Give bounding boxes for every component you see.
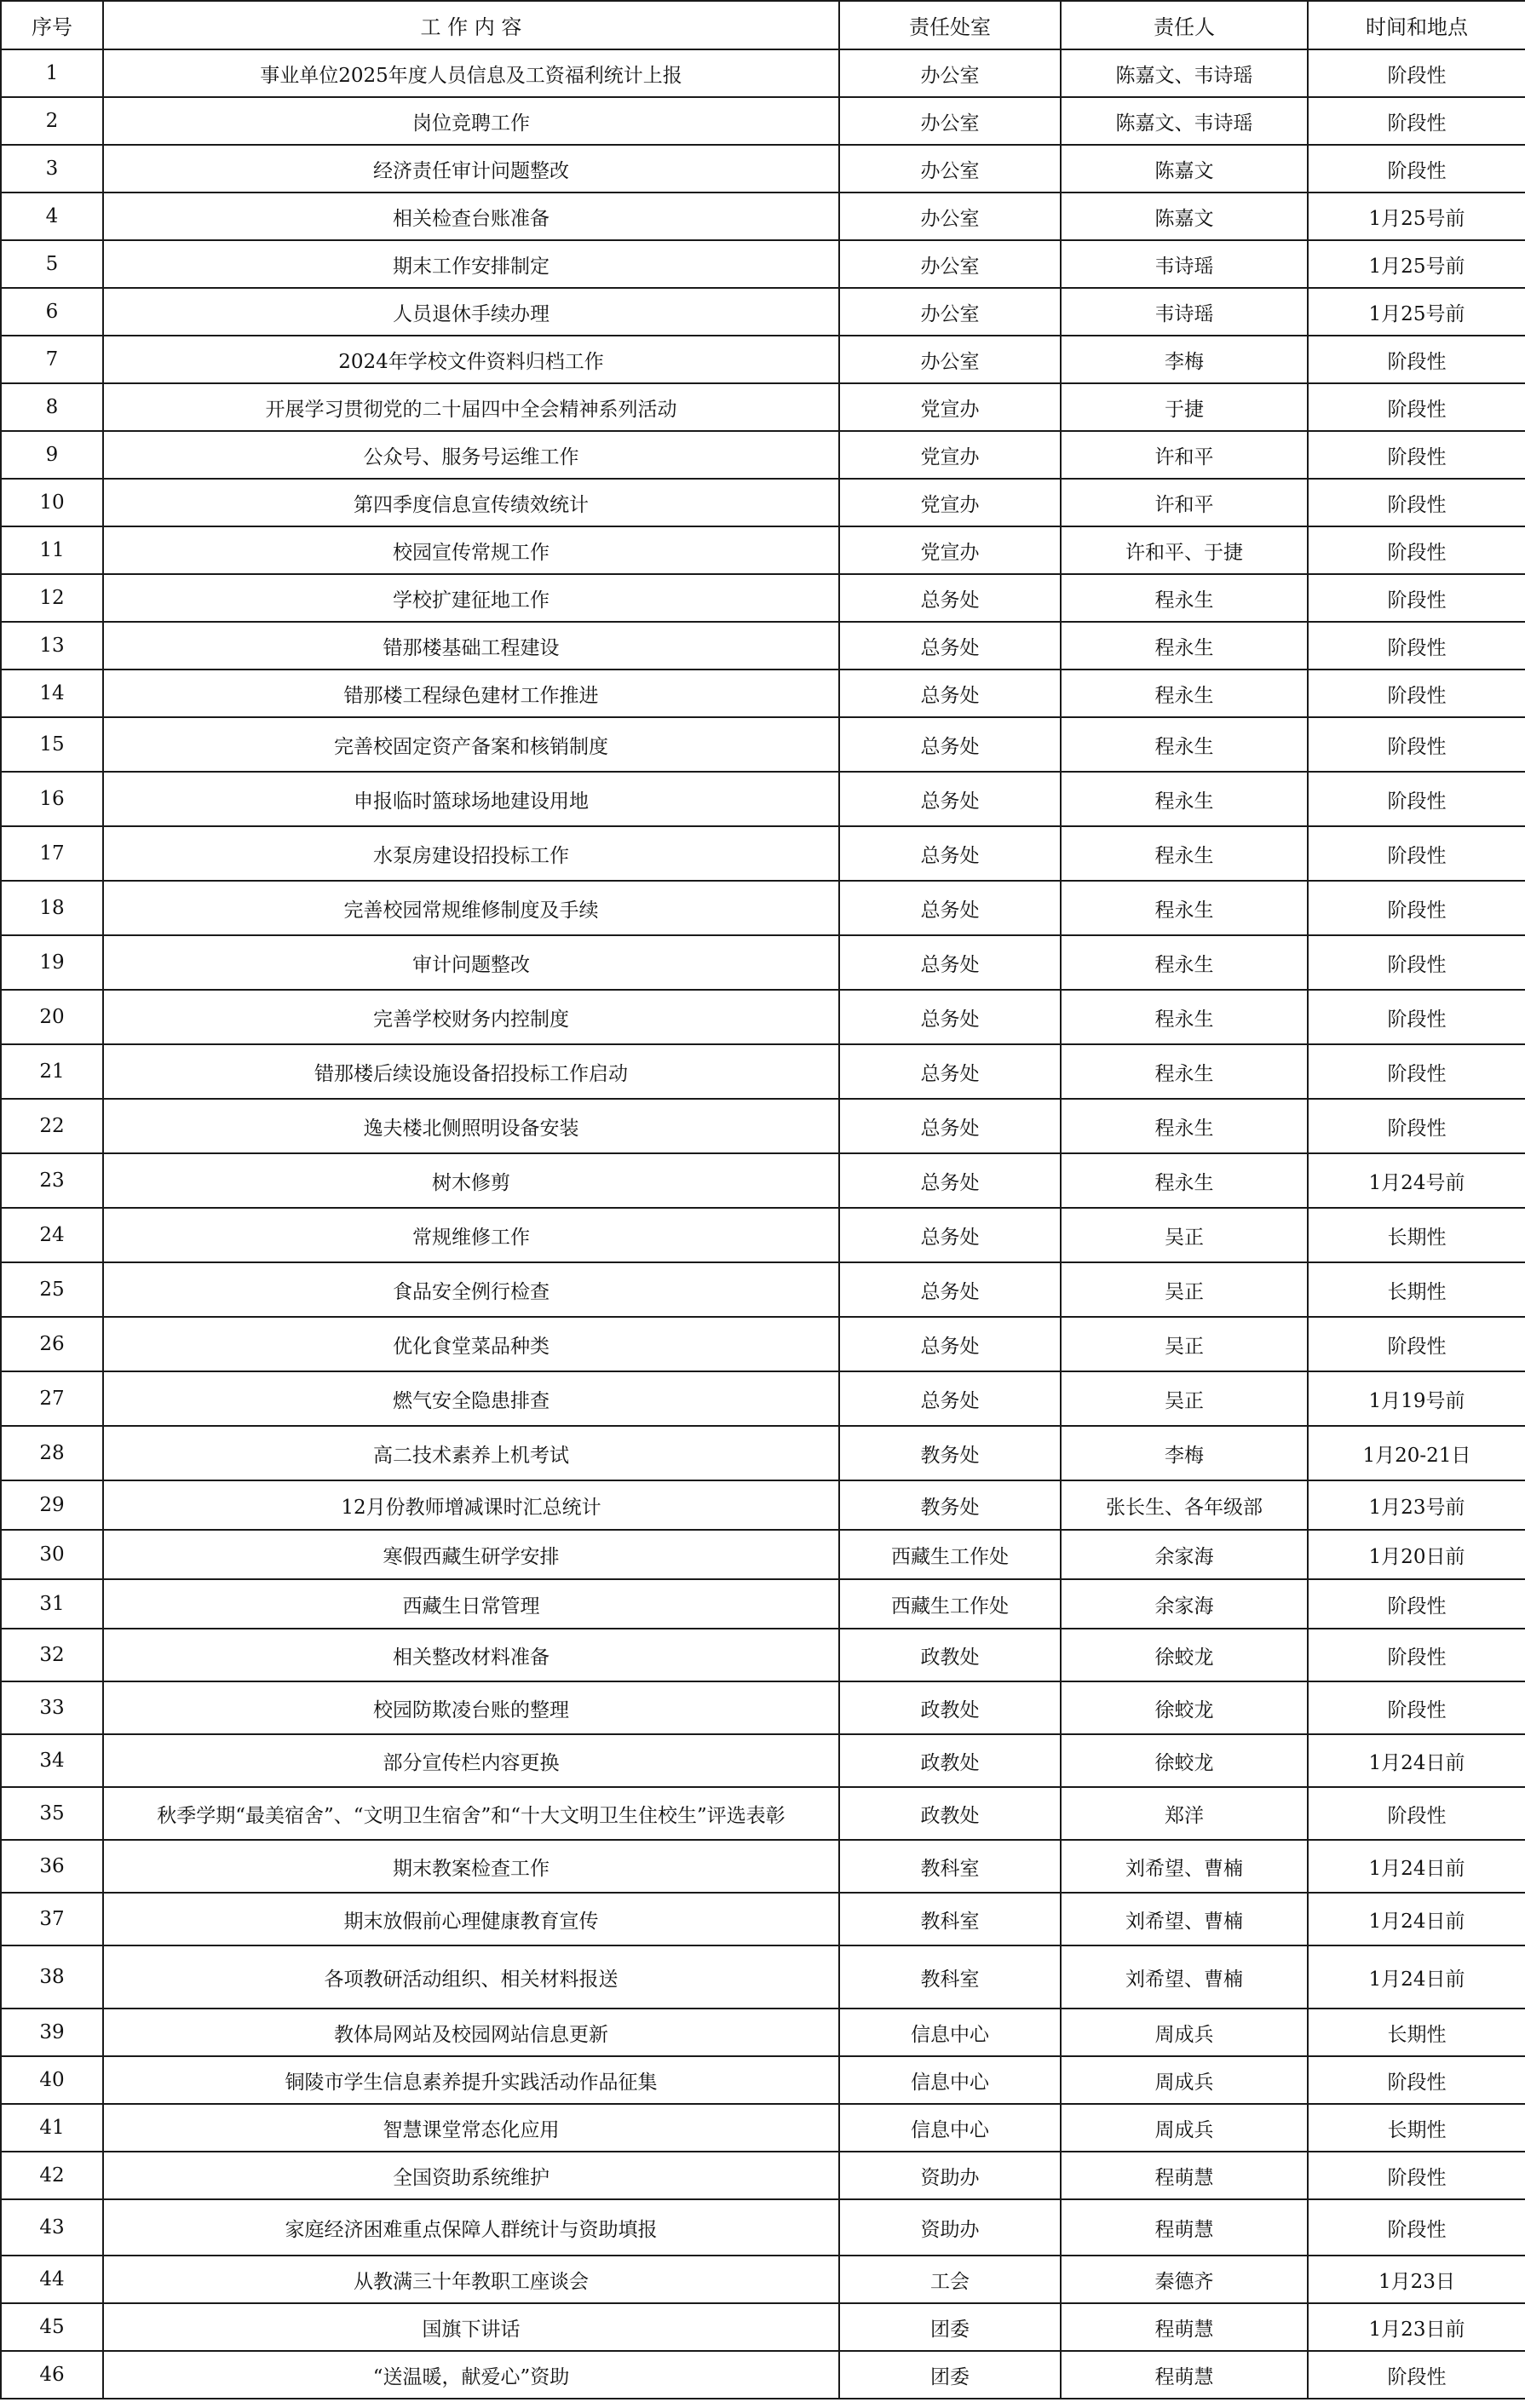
work-content-cell: 高二技术素养上机考试 xyxy=(103,1426,839,1480)
work-content-cell: 常规维修工作 xyxy=(103,1208,839,1262)
row-number-cell: 20 xyxy=(1,990,103,1044)
department-cell: 工会 xyxy=(839,2256,1061,2303)
department-cell: 教科室 xyxy=(839,1893,1061,1945)
table-row xyxy=(1,990,1525,1044)
work-content-cell: 各项教研活动组织、相关材料报送 xyxy=(103,1945,839,2009)
work-content-cell: 12月份教师增减课时汇总统计 xyxy=(103,1480,839,1530)
responsible-person-cell: 程永生 xyxy=(1061,574,1308,622)
responsible-person-cell: 程萌慧 xyxy=(1061,2152,1308,2199)
work-content-cell: 审计问题整改 xyxy=(103,935,839,990)
row-number-cell: 44 xyxy=(1,2256,103,2303)
department-cell: 总务处 xyxy=(839,826,1061,881)
table-row xyxy=(1,717,1525,772)
time-cell: 阶段性 xyxy=(1308,1787,1525,1840)
department-cell: 总务处 xyxy=(839,1208,1061,1262)
work-content-cell: 秋季学期“最美宿舍”、“文明卫生宿舍”和“十大文明卫生住校生”评选表彰 xyxy=(103,1787,839,1840)
table-row xyxy=(1,670,1525,717)
department-cell: 信息中心 xyxy=(839,2009,1061,2056)
row-number-cell: 16 xyxy=(1,772,103,826)
work-content-cell: 国旗下讲话 xyxy=(103,2303,839,2351)
row-number-cell: 11 xyxy=(1,526,103,574)
work-content-cell: 期末放假前心理健康教育宣传 xyxy=(103,1893,839,1945)
work-content-cell: 完善校固定资产备案和核销制度 xyxy=(103,717,839,772)
table-row xyxy=(1,2056,1525,2104)
department-cell: 办公室 xyxy=(839,193,1061,240)
work-content-cell: 错那楼后续设施设备招投标工作启动 xyxy=(103,1044,839,1099)
row-number-cell: 35 xyxy=(1,1787,103,1840)
time-cell: 阶段性 xyxy=(1308,479,1525,526)
row-number-cell: 15 xyxy=(1,717,103,772)
responsible-person-cell: 李梅 xyxy=(1061,1426,1308,1480)
table-row xyxy=(1,2104,1525,2152)
row-number-cell: 31 xyxy=(1,1579,103,1629)
row-number-cell: 25 xyxy=(1,1262,103,1317)
table-row xyxy=(1,2256,1525,2303)
time-cell: 长期性 xyxy=(1308,2009,1525,2056)
work-content-cell: 2024年学校文件资料归档工作 xyxy=(103,336,839,383)
table-row xyxy=(1,1840,1525,1893)
time-cell: 阶段性 xyxy=(1308,717,1525,772)
department-cell: 教科室 xyxy=(839,1840,1061,1893)
table-row xyxy=(1,1579,1525,1629)
department-cell: 总务处 xyxy=(839,1153,1061,1208)
row-number-cell: 41 xyxy=(1,2104,103,2152)
row-number-cell: 23 xyxy=(1,1153,103,1208)
time-cell: 阶段性 xyxy=(1308,1044,1525,1099)
time-cell: 1月25号前 xyxy=(1308,288,1525,336)
table-row xyxy=(1,2351,1525,2399)
department-cell: 总务处 xyxy=(839,1371,1061,1426)
department-cell: 办公室 xyxy=(839,49,1061,97)
time-cell: 阶段性 xyxy=(1308,826,1525,881)
row-number-cell: 40 xyxy=(1,2056,103,2104)
work-content-cell: 校园防欺凌台账的整理 xyxy=(103,1681,839,1734)
department-cell: 办公室 xyxy=(839,145,1061,193)
work-content-cell: 相关检查台账准备 xyxy=(103,193,839,240)
responsible-person-cell: 陈嘉文 xyxy=(1061,193,1308,240)
responsible-person-cell: 陈嘉文、韦诗瑶 xyxy=(1061,97,1308,145)
department-cell: 政教处 xyxy=(839,1629,1061,1681)
department-cell: 政教处 xyxy=(839,1681,1061,1734)
row-number-cell: 37 xyxy=(1,1893,103,1945)
time-cell: 阶段性 xyxy=(1308,622,1525,670)
table-row xyxy=(1,1208,1525,1262)
responsible-person-cell: 郑洋 xyxy=(1061,1787,1308,1840)
department-cell: 总务处 xyxy=(839,574,1061,622)
responsible-person-cell: 程永生 xyxy=(1061,881,1308,935)
table-row xyxy=(1,1681,1525,1734)
department-cell: 总务处 xyxy=(839,772,1061,826)
work-content-cell: 全国资助系统维护 xyxy=(103,2152,839,2199)
department-cell: 党宣办 xyxy=(839,526,1061,574)
table-row xyxy=(1,772,1525,826)
table-row xyxy=(1,1317,1525,1371)
time-cell: 阶段性 xyxy=(1308,49,1525,97)
time-cell: 1月20-21日 xyxy=(1308,1426,1525,1480)
work-content-cell: 期末教案检查工作 xyxy=(103,1840,839,1893)
row-number-cell: 10 xyxy=(1,479,103,526)
header-work: 工 作 内 容 xyxy=(103,1,839,49)
responsible-person-cell: 程永生 xyxy=(1061,717,1308,772)
department-cell: 办公室 xyxy=(839,97,1061,145)
department-cell: 信息中心 xyxy=(839,2104,1061,2152)
responsible-person-cell: 周成兵 xyxy=(1061,2009,1308,2056)
work-content-cell: 从教满三十年教职工座谈会 xyxy=(103,2256,839,2303)
department-cell: 总务处 xyxy=(839,1099,1061,1153)
department-cell: 总务处 xyxy=(839,1044,1061,1099)
responsible-person-cell: 吴正 xyxy=(1061,1262,1308,1317)
responsible-person-cell: 徐蛟龙 xyxy=(1061,1734,1308,1787)
department-cell: 总务处 xyxy=(839,1262,1061,1317)
work-content-cell: 教体局网站及校园网站信息更新 xyxy=(103,2009,839,2056)
time-cell: 阶段性 xyxy=(1308,1317,1525,1371)
time-cell: 阶段性 xyxy=(1308,2152,1525,2199)
department-cell: 政教处 xyxy=(839,1787,1061,1840)
table-row xyxy=(1,1629,1525,1681)
work-content-cell: 逸夫楼北侧照明设备安装 xyxy=(103,1099,839,1153)
time-cell: 长期性 xyxy=(1308,1208,1525,1262)
work-content-cell: 燃气安全隐患排查 xyxy=(103,1371,839,1426)
work-content-cell: 开展学习贯彻党的二十届四中全会精神系列活动 xyxy=(103,383,839,431)
row-number-cell: 43 xyxy=(1,2199,103,2256)
table-row xyxy=(1,1099,1525,1153)
table-row xyxy=(1,2152,1525,2199)
table-row xyxy=(1,622,1525,670)
responsible-person-cell: 许和平 xyxy=(1061,431,1308,479)
table-row xyxy=(1,193,1525,240)
table-row xyxy=(1,1426,1525,1480)
row-number-cell: 6 xyxy=(1,288,103,336)
time-cell: 1月24号前 xyxy=(1308,1153,1525,1208)
header-dept: 责任处室 xyxy=(839,1,1061,49)
work-content-cell: 错那楼工程绿色建材工作推进 xyxy=(103,670,839,717)
department-cell: 政教处 xyxy=(839,1734,1061,1787)
time-cell: 1月23号前 xyxy=(1308,1480,1525,1530)
table-row xyxy=(1,479,1525,526)
row-number-cell: 29 xyxy=(1,1480,103,1530)
row-number-cell: 26 xyxy=(1,1317,103,1371)
row-number-cell: 32 xyxy=(1,1629,103,1681)
table-row xyxy=(1,431,1525,479)
row-number-cell: 38 xyxy=(1,1945,103,2009)
table-row xyxy=(1,145,1525,193)
time-cell: 1月25号前 xyxy=(1308,240,1525,288)
row-number-cell: 7 xyxy=(1,336,103,383)
responsible-person-cell: 余家海 xyxy=(1061,1530,1308,1579)
row-number-cell: 5 xyxy=(1,240,103,288)
table-row xyxy=(1,881,1525,935)
time-cell: 阶段性 xyxy=(1308,1629,1525,1681)
time-cell: 1月23日前 xyxy=(1308,2303,1525,2351)
time-cell: 阶段性 xyxy=(1308,336,1525,383)
department-cell: 总务处 xyxy=(839,935,1061,990)
responsible-person-cell: 刘希望、曹楠 xyxy=(1061,1840,1308,1893)
time-cell: 阶段性 xyxy=(1308,990,1525,1044)
table-row xyxy=(1,1262,1525,1317)
work-content-cell: 错那楼基础工程建设 xyxy=(103,622,839,670)
responsible-person-cell: 吴正 xyxy=(1061,1371,1308,1426)
time-cell: 1月25号前 xyxy=(1308,193,1525,240)
table-row xyxy=(1,288,1525,336)
table-row xyxy=(1,1153,1525,1208)
work-content-cell: 家庭经济困难重点保障人群统计与资助填报 xyxy=(103,2199,839,2256)
row-number-cell: 3 xyxy=(1,145,103,193)
responsible-person-cell: 刘希望、曹楠 xyxy=(1061,1945,1308,2009)
work-content-cell: 人员退休手续办理 xyxy=(103,288,839,336)
department-cell: 办公室 xyxy=(839,336,1061,383)
department-cell: 团委 xyxy=(839,2351,1061,2399)
time-cell: 1月23日 xyxy=(1308,2256,1525,2303)
department-cell: 西藏生工作处 xyxy=(839,1530,1061,1579)
responsible-person-cell: 吴正 xyxy=(1061,1317,1308,1371)
header-person: 责任人 xyxy=(1061,1,1308,49)
work-content-cell: 事业单位2025年度人员信息及工资福利统计上报 xyxy=(103,49,839,97)
row-number-cell: 30 xyxy=(1,1530,103,1579)
department-cell: 党宣办 xyxy=(839,431,1061,479)
row-number-cell: 2 xyxy=(1,97,103,145)
table-row xyxy=(1,1371,1525,1426)
responsible-person-cell: 程永生 xyxy=(1061,670,1308,717)
time-cell: 阶段性 xyxy=(1308,97,1525,145)
table-row xyxy=(1,1893,1525,1945)
row-number-cell: 24 xyxy=(1,1208,103,1262)
responsible-person-cell: 程永生 xyxy=(1061,1153,1308,1208)
table-body xyxy=(1,49,1525,2399)
time-cell: 阶段性 xyxy=(1308,1099,1525,1153)
responsible-person-cell: 程永生 xyxy=(1061,622,1308,670)
responsible-person-cell: 程永生 xyxy=(1061,826,1308,881)
time-cell: 阶段性 xyxy=(1308,383,1525,431)
work-content-cell: 申报临时篮球场地建设用地 xyxy=(103,772,839,826)
row-number-cell: 46 xyxy=(1,2351,103,2399)
responsible-person-cell: 程萌慧 xyxy=(1061,2303,1308,2351)
table-row xyxy=(1,1787,1525,1840)
row-number-cell: 9 xyxy=(1,431,103,479)
responsible-person-cell: 张长生、各年级部 xyxy=(1061,1480,1308,1530)
row-number-cell: 17 xyxy=(1,826,103,881)
work-content-cell: 铜陵市学生信息素养提升实践活动作品征集 xyxy=(103,2056,839,2104)
time-cell: 阶段性 xyxy=(1308,881,1525,935)
table-row xyxy=(1,2199,1525,2256)
table-row xyxy=(1,97,1525,145)
responsible-person-cell: 韦诗瑶 xyxy=(1061,240,1308,288)
responsible-person-cell: 许和平 xyxy=(1061,479,1308,526)
table-row xyxy=(1,336,1525,383)
work-content-cell: 水泵房建设招投标工作 xyxy=(103,826,839,881)
department-cell: 教务处 xyxy=(839,1426,1061,1480)
time-cell: 长期性 xyxy=(1308,1262,1525,1317)
responsible-person-cell: 秦德齐 xyxy=(1061,2256,1308,2303)
responsible-person-cell: 徐蛟龙 xyxy=(1061,1681,1308,1734)
time-cell: 1月19号前 xyxy=(1308,1371,1525,1426)
row-number-cell: 12 xyxy=(1,574,103,622)
table-row xyxy=(1,1734,1525,1787)
row-number-cell: 28 xyxy=(1,1426,103,1480)
responsible-person-cell: 程永生 xyxy=(1061,1099,1308,1153)
work-content-cell: 优化食堂菜品种类 xyxy=(103,1317,839,1371)
responsible-person-cell: 程永生 xyxy=(1061,935,1308,990)
work-content-cell: 部分宣传栏内容更换 xyxy=(103,1734,839,1787)
work-content-cell: 岗位竞聘工作 xyxy=(103,97,839,145)
time-cell: 阶段性 xyxy=(1308,2056,1525,2104)
time-cell: 阶段性 xyxy=(1308,574,1525,622)
work-content-cell: 公众号、服务号运维工作 xyxy=(103,431,839,479)
department-cell: 团委 xyxy=(839,2303,1061,2351)
responsible-person-cell: 陈嘉文 xyxy=(1061,145,1308,193)
row-number-cell: 1 xyxy=(1,49,103,97)
time-cell: 阶段性 xyxy=(1308,431,1525,479)
time-cell: 阶段性 xyxy=(1308,2199,1525,2256)
row-number-cell: 22 xyxy=(1,1099,103,1153)
department-cell: 总务处 xyxy=(839,670,1061,717)
row-number-cell: 34 xyxy=(1,1734,103,1787)
responsible-person-cell: 程永生 xyxy=(1061,1044,1308,1099)
work-content-cell: 智慧课堂常态化应用 xyxy=(103,2104,839,2152)
table-row xyxy=(1,1044,1525,1099)
work-content-cell: 学校扩建征地工作 xyxy=(103,574,839,622)
time-cell: 阶段性 xyxy=(1308,772,1525,826)
row-number-cell: 13 xyxy=(1,622,103,670)
table-row xyxy=(1,1945,1525,2009)
department-cell: 党宣办 xyxy=(839,479,1061,526)
time-cell: 阶段性 xyxy=(1308,145,1525,193)
department-cell: 西藏生工作处 xyxy=(839,1579,1061,1629)
row-number-cell: 27 xyxy=(1,1371,103,1426)
time-cell: 阶段性 xyxy=(1308,526,1525,574)
table-header-row xyxy=(1,1,1525,49)
time-cell: 阶段性 xyxy=(1308,2351,1525,2399)
responsible-person-cell: 周成兵 xyxy=(1061,2104,1308,2152)
department-cell: 总务处 xyxy=(839,717,1061,772)
department-cell: 教科室 xyxy=(839,1945,1061,2009)
table-row xyxy=(1,383,1525,431)
time-cell: 1月24日前 xyxy=(1308,1893,1525,1945)
table-row xyxy=(1,2009,1525,2056)
department-cell: 资助办 xyxy=(839,2199,1061,2256)
work-content-cell: 完善校园常规维修制度及手续 xyxy=(103,881,839,935)
table-row xyxy=(1,526,1525,574)
time-cell: 阶段性 xyxy=(1308,935,1525,990)
responsible-person-cell: 韦诗瑶 xyxy=(1061,288,1308,336)
work-content-cell: 树木修剪 xyxy=(103,1153,839,1208)
row-number-cell: 4 xyxy=(1,193,103,240)
department-cell: 总务处 xyxy=(839,622,1061,670)
work-content-cell: 寒假西藏生研学安排 xyxy=(103,1530,839,1579)
responsible-person-cell: 陈嘉文、韦诗瑶 xyxy=(1061,49,1308,97)
responsible-person-cell: 程萌慧 xyxy=(1061,2199,1308,2256)
table-row xyxy=(1,826,1525,881)
table-row xyxy=(1,2303,1525,2351)
responsible-person-cell: 刘希望、曹楠 xyxy=(1061,1893,1308,1945)
row-number-cell: 36 xyxy=(1,1840,103,1893)
table-row xyxy=(1,49,1525,97)
time-cell: 长期性 xyxy=(1308,2104,1525,2152)
row-number-cell: 39 xyxy=(1,2009,103,2056)
department-cell: 办公室 xyxy=(839,288,1061,336)
responsible-person-cell: 李梅 xyxy=(1061,336,1308,383)
department-cell: 党宣办 xyxy=(839,383,1061,431)
row-number-cell: 14 xyxy=(1,670,103,717)
work-content-cell: 经济责任审计问题整改 xyxy=(103,145,839,193)
time-cell: 1月24日前 xyxy=(1308,1840,1525,1893)
row-number-cell: 21 xyxy=(1,1044,103,1099)
department-cell: 总务处 xyxy=(839,990,1061,1044)
department-cell: 办公室 xyxy=(839,240,1061,288)
time-cell: 1月24日前 xyxy=(1308,1734,1525,1787)
work-content-cell: 校园宣传常规工作 xyxy=(103,526,839,574)
work-content-cell: 食品安全例行检查 xyxy=(103,1262,839,1317)
row-number-cell: 45 xyxy=(1,2303,103,2351)
table-row xyxy=(1,240,1525,288)
row-number-cell: 42 xyxy=(1,2152,103,2199)
department-cell: 总务处 xyxy=(839,881,1061,935)
work-content-cell: “送温暖，献爱心”资助 xyxy=(103,2351,839,2399)
responsible-person-cell: 许和平、于捷 xyxy=(1061,526,1308,574)
work-content-cell: 相关整改材料准备 xyxy=(103,1629,839,1681)
department-cell: 资助办 xyxy=(839,2152,1061,2199)
work-content-cell: 西藏生日常管理 xyxy=(103,1579,839,1629)
time-cell: 1月20日前 xyxy=(1308,1530,1525,1579)
responsible-person-cell: 吴正 xyxy=(1061,1208,1308,1262)
header-no: 序号 xyxy=(1,1,103,49)
department-cell: 教务处 xyxy=(839,1480,1061,1530)
time-cell: 1月24日前 xyxy=(1308,1945,1525,2009)
table-row xyxy=(1,1480,1525,1530)
time-cell: 阶段性 xyxy=(1308,670,1525,717)
department-cell: 总务处 xyxy=(839,1317,1061,1371)
time-cell: 阶段性 xyxy=(1308,1681,1525,1734)
work-content-cell: 完善学校财务内控制度 xyxy=(103,990,839,1044)
responsible-person-cell: 于捷 xyxy=(1061,383,1308,431)
work-content-cell: 期末工作安排制定 xyxy=(103,240,839,288)
time-cell: 阶段性 xyxy=(1308,1579,1525,1629)
responsible-person-cell: 程永生 xyxy=(1061,990,1308,1044)
table-row xyxy=(1,1530,1525,1579)
responsible-person-cell: 程永生 xyxy=(1061,772,1308,826)
table-row xyxy=(1,574,1525,622)
row-number-cell: 18 xyxy=(1,881,103,935)
row-number-cell: 19 xyxy=(1,935,103,990)
table-row xyxy=(1,935,1525,990)
responsible-person-cell: 徐蛟龙 xyxy=(1061,1629,1308,1681)
responsible-person-cell: 程萌慧 xyxy=(1061,2351,1308,2399)
row-number-cell: 8 xyxy=(1,383,103,431)
department-cell: 信息中心 xyxy=(839,2056,1061,2104)
row-number-cell: 33 xyxy=(1,1681,103,1734)
responsible-person-cell: 周成兵 xyxy=(1061,2056,1308,2104)
header-time: 时间和地点 xyxy=(1308,1,1525,49)
responsible-person-cell: 余家海 xyxy=(1061,1579,1308,1629)
work-content-cell: 第四季度信息宣传绩效统计 xyxy=(103,479,839,526)
